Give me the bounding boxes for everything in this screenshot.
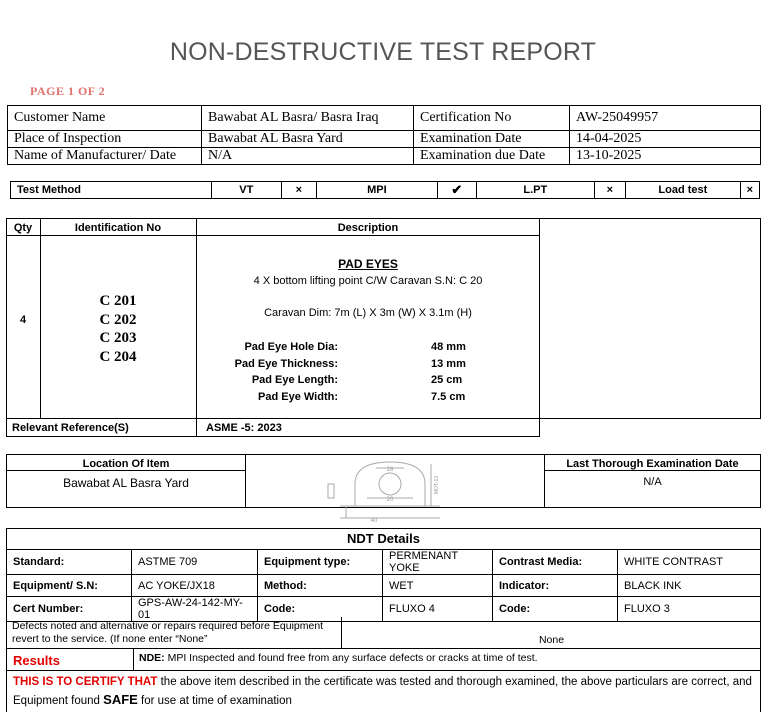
method-lpt-mark: × (594, 182, 626, 199)
place-label: Place of Inspection (8, 131, 202, 148)
pad-eye-hole (379, 473, 401, 495)
header-info-table (7, 105, 761, 165)
id-header: Identification No (74, 222, 162, 234)
manufacturer-value: N/A (202, 148, 414, 165)
customer-value: Bawabat AL Basra/ Basra Iraq (202, 106, 414, 131)
customer-label: Customer Name (8, 106, 202, 131)
exam-date-label: Examination Date (414, 131, 570, 148)
spec-row (220, 372, 520, 389)
ndt-table (6, 549, 761, 622)
ndt-label: Cert Number: (7, 597, 132, 622)
qty-header: Qty (13, 222, 33, 234)
dimension-label: 28 (386, 467, 394, 473)
spec-row (220, 339, 520, 356)
manufacturer-label: Name of Manufacturer/ Date (8, 148, 202, 165)
test-method-table (10, 181, 760, 199)
dimension-label: 20 (386, 497, 394, 503)
defects-label: Defects noted and alternative or repairs required before Equipment revert to the service. (If none enter “None” (12, 620, 324, 645)
method-vt: VT (211, 182, 281, 199)
ndt-label: Code: (258, 597, 383, 622)
description-title: PAD EYES (338, 257, 398, 271)
id-item: C 203 (99, 330, 137, 346)
method-load: Load test (626, 182, 740, 199)
pad-eye-drawing (300, 456, 500, 524)
nde-label: NDE: (139, 652, 165, 664)
spec-label: Pad Eye Width: (258, 390, 338, 403)
method-mpi-mark: ✔ (437, 182, 476, 199)
reference-label: Relevant Reference(S) (12, 422, 129, 434)
ndt-value: WHITE CONTRAST (618, 550, 761, 575)
spec-label: Pad Eye Hole Dia: (244, 341, 338, 353)
safe-label: SAFE (103, 692, 138, 707)
last-exam-value: N/A (643, 476, 662, 488)
ndt-value: GPS-AW-24-142-MY-01 (132, 597, 258, 622)
ndt-title: NDT Details (347, 531, 420, 546)
ndt-value: PERMENANT YOKE (383, 550, 493, 575)
blank-panel (539, 218, 761, 419)
nde-text: MPI Inspected and found free from any surface defects or cracks at time of test. (167, 652, 538, 664)
spec-row (220, 389, 520, 406)
qty-value: 4 (19, 314, 27, 326)
ndt-label: Method: (258, 575, 383, 597)
ndt-label: Indicator: (493, 575, 618, 597)
spec-row (220, 356, 520, 373)
due-date-label: Examination due Date (414, 148, 570, 165)
spec-value: 13 mm (431, 357, 466, 370)
due-date-value: 13-10-2025 (570, 148, 761, 165)
certify-heading: THIS IS TO CERTIFY THAT (13, 676, 158, 688)
report-title: NON-DESTRUCTIVE TEST REPORT (169, 38, 597, 66)
ndt-value: WET (383, 575, 493, 597)
spec-value: 7.5 cm (431, 390, 466, 403)
exam-date-value: 14-04-2025 (570, 131, 761, 148)
ndt-value: AC YOKE/JX18 (132, 575, 258, 597)
cert-value: AW-25049957 (570, 106, 761, 131)
cert-label: Certification No (414, 106, 570, 131)
certification-statement (13, 673, 755, 710)
description-line-2: Caravan Dim: 7m (L) X 3m (W) X 3.1m (H) (264, 307, 472, 319)
dimension-label: MOT-13 (434, 475, 440, 494)
certify-text-2: for use at time of examination (141, 695, 292, 707)
id-item: C 201 (99, 293, 137, 309)
description-header: Description (337, 222, 399, 234)
page-number: PAGE 1 OF 2 (30, 84, 106, 98)
method-load-mark: × (740, 182, 759, 199)
ndt-label: Equipment type: (258, 550, 383, 575)
defects-value: None (538, 634, 565, 646)
last-exam-label: Last Thorough Examination Date (566, 458, 739, 470)
ndt-label: Equipment/ S.N: (7, 575, 132, 597)
ndt-value: FLUXO 3 (618, 597, 761, 622)
ndt-value: BLACK INK (618, 575, 761, 597)
location-label: Location Of Item (82, 458, 170, 470)
id-item: C 204 (99, 348, 137, 365)
spec-value: 48 mm (431, 341, 466, 353)
ndt-label: Code: (493, 597, 618, 622)
dimension-label: 40 (370, 518, 378, 524)
location-value: Bawabat AL Basra Yard (63, 476, 189, 490)
id-item: C 202 (99, 311, 137, 328)
identification-list (40, 292, 196, 366)
spec-label: Pad Eye Length: (251, 374, 338, 386)
reference-value: ASME -5: 2023 (206, 422, 282, 434)
ndt-label: Contrast Media: (493, 550, 618, 575)
nde-result (139, 652, 538, 664)
description-line-1: 4 X bottom lifting point C/W Caravan S.N: C 20 (253, 275, 483, 287)
spec-label: Pad Eye Thickness: (234, 357, 338, 370)
ndt-label: Standard: (7, 550, 132, 575)
results-label: Results (13, 653, 60, 668)
spec-value: 25 cm (431, 374, 463, 386)
method-lpt: L.PT (476, 182, 594, 199)
ndt-value: ASTME 709 (132, 550, 258, 575)
spec-list (220, 339, 520, 405)
method-vt-mark: × (281, 182, 316, 199)
ndt-value: FLUXO 4 (383, 597, 493, 622)
certify-text-1: the above item described in the certificate was tested and thorough examined, the above particulars are correct, and Equipment found (13, 676, 752, 707)
place-value: Bawabat AL Basra Yard (202, 131, 414, 148)
method-mpi: MPI (316, 182, 437, 199)
test-method-label: Test Method (11, 182, 212, 199)
